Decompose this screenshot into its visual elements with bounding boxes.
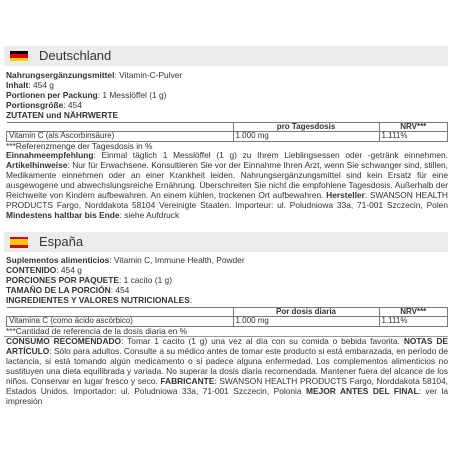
info-line: Suplementos alimenticios: Vitamin C, Immune Health, Powder	[6, 255, 245, 265]
footnote: ***Referenzmenge der Tagesdosis in %	[6, 140, 153, 151]
paragraph-de: Einnahmeempfehlung: Einmal täglich 1 Messlöffel (1 g) zu Ihrem Lieblingsessen oder -getränk einnehmen. Artikelhinweise: Nur für Erwachsene. Konsultieren Sie vor der Einnahme Ihren Arzt, wenn Sie schwanger sind, stillen, Medikamente einnehmen oder an einer Krankheit leiden. Nahrungsergänzungsmittel sind kein Ersatz für eine ausgewogene und abwechslungsreiche Ernährung. Überschreiten Sie nicht die empfohlene Tagesdosis. Außerhalb der Reichweite von Kindern aufbewahren. An einem kühlen, trockenen Ort aufbewahren. Hersteller: SWANSON HEALTH PRODUCTS Fargo, Norddakota 58104 Vereinigte Staaten. Importeur: ul. Poludniowa 33a, 71-001 Szczecin, Polen Mindestens haltbar bis Ende: siehe Aufdruck	[6, 150, 448, 220]
info-line: TAMAÑO DE LA PORCIÓN: 454	[6, 284, 130, 295]
section-body-de	[6, 71, 448, 221]
info-line: INGREDIENTES Y VALORES NUTRICIONALES:	[6, 294, 193, 305]
info-line: Portionen per Packung: 1 Messlöffel (1 g)	[6, 89, 167, 100]
table-header-row: Por dosis diaria NRV***	[7, 307, 448, 317]
table-row: Vitamina C (como ácido ascórbico) 1.000 mg 1.111%	[7, 317, 448, 327]
section-header-es	[4, 232, 448, 252]
info-line: CONTENIDO: 454 g	[6, 264, 82, 275]
germany-flag-icon	[10, 51, 28, 62]
nutrition-table-de	[6, 122, 448, 142]
footnote: ***Cantidad de referencia de la dosis diaria en %	[6, 325, 188, 336]
spain-flag-icon	[10, 237, 28, 248]
info-line: Portionsgröße: 454	[6, 99, 82, 110]
info-line: ZUTATEN und NÄHRWERTE	[6, 109, 119, 120]
table-row: Vitamin C (als Ascorbinsäure) 1.000 mg 1.111%	[7, 132, 448, 142]
divider	[4, 336, 448, 337]
section-title-es: España	[39, 234, 84, 250]
info-line: Nahrungsergänzungsmittel: Vitamin-C-Pulver	[6, 70, 183, 80]
info-line: PORCIONES POR PAQUETE: 1 cacito (1 g)	[6, 274, 173, 285]
table-header-row: pro Tagesdosis NRV***	[7, 122, 448, 132]
info-line: Inhalt: 454 g	[6, 79, 54, 90]
section-title-de: Deutschland	[39, 48, 112, 64]
paragraph-es: CONSUMO RECOMENDADO: Tomar 1 cacito (1 g) una vez al día con su comida o bebida favorita. NOTAS DE ARTÍCULO: Sólo para adultos. Consulte a su médico antes de tomar este producto si está embarazada, en período de lactancia, si está tomando algún medicamento o si padece alguna enfermedad. Los complementos alimenticios no sustituyen una dieta equilibrada y variada. No superar la dosis diaria recomendada. Mantener fuera del alcance de los niños. Conservar en lugar fresco y seco. FABRICANTE: SWANSON HEALTH PRODUCTS Fargo, Norddakota 58104, Estados Unidos. Importador: ul. Poludniowa 33a, 71-001 Szczecin, Polonia MEJOR ANTES DEL FINAL: ver la impresión	[6, 336, 449, 406]
section-header-de	[4, 46, 448, 66]
nutrition-table-es	[6, 307, 448, 327]
section-body-es	[6, 256, 448, 407]
